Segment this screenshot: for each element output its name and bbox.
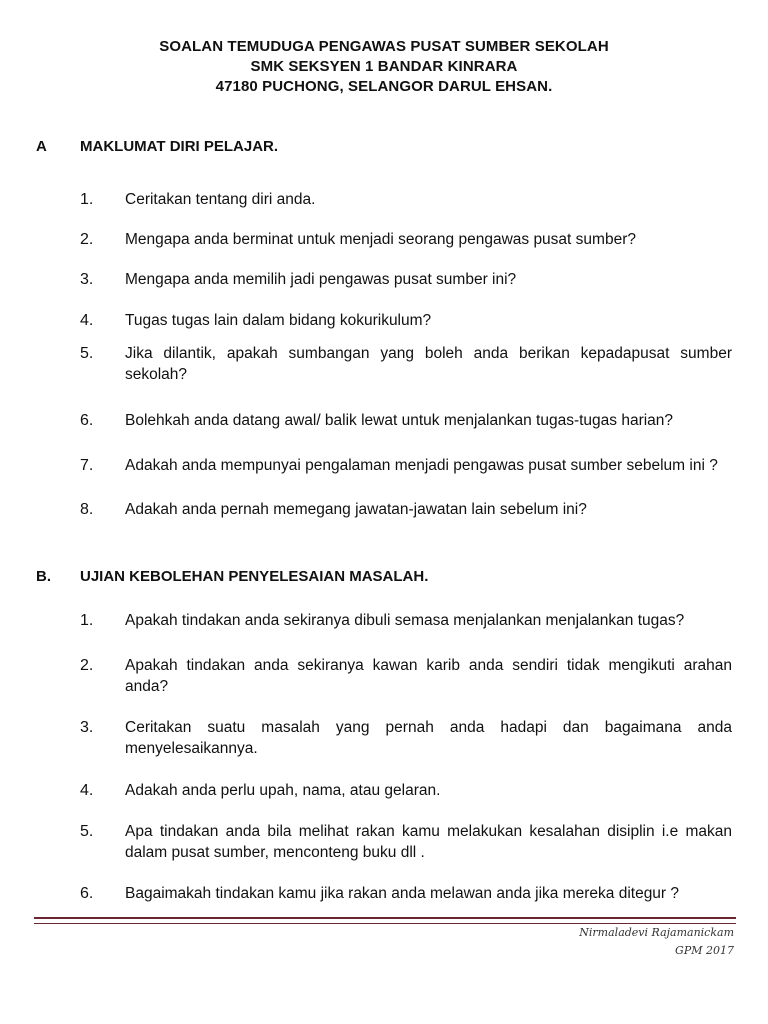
footer-author: Nirmaladevi Rajamanickam (579, 926, 734, 939)
question-number: 6. (80, 412, 94, 429)
footer-divider-thick (34, 917, 736, 919)
question-number: 1. (80, 612, 94, 629)
question-text: Ceritakan tentang diri anda. (125, 191, 316, 208)
footer-note: GPM 2017 (675, 944, 734, 957)
question-number: 3. (80, 719, 94, 736)
question-number: 6. (80, 885, 94, 902)
question-text: Bagaimakah tindakan kamu jika rakan anda melawan anda jika mereka ditegur ? (125, 885, 680, 902)
question-text: Ceritakan suatu masalah yang pernah anda hadapi dan bagaimana anda menyelesaikannya. (125, 719, 732, 757)
header-title: SOALAN TEMUDUGA PENGAWAS PUSAT SUMBER SEKOLAH (159, 38, 609, 55)
footer-divider-thin (34, 923, 736, 924)
question-text: Bolehkah anda datang awal/ balik lewat untuk menjalankan tugas-tugas harian? (125, 412, 674, 429)
question-number: 4. (80, 782, 94, 799)
question-number: 2. (80, 657, 94, 674)
question-text: Tugas tugas lain dalam bidang kokurikulum? (125, 312, 432, 329)
question-number: 2. (80, 231, 94, 248)
section-a-title: MAKLUMAT DIRI PELAJAR. (80, 138, 279, 155)
header-address: 47180 PUCHONG, SELANGOR DARUL EHSAN. (215, 78, 553, 95)
question-number: 4. (80, 312, 94, 329)
header-school: SMK SEKSYEN 1 BANDAR KINRARA (250, 58, 518, 75)
question-number: 3. (80, 271, 94, 288)
question-number: 7. (80, 457, 94, 474)
question-text: Adakah anda perlu upah, nama, atau gelaran. (125, 782, 441, 799)
question-number: 8. (80, 501, 94, 518)
document-header (0, 37, 768, 97)
section-b-title: UJIAN KEBOLEHAN PENYELESAIAN MASALAH. (80, 568, 429, 585)
question-text: Apakah tindakan anda sekiranya dibuli semasa menjalankan menjalankan tugas? (125, 612, 685, 629)
question-text: Mengapa anda berminat untuk menjadi seorang pengawas pusat sumber? (125, 231, 636, 248)
question-number: 5. (80, 345, 94, 362)
question-text: Adakah anda pernah memegang jawatan-jawatan lain sebelum ini? (125, 501, 587, 518)
question-text: Adakah anda mempunyai pengalaman menjadi pengawas pusat sumber sebelum ini ? (125, 457, 718, 474)
question-text: Jika dilantik, apakah sumbangan yang boleh anda berikan kepadapusat sumber sekolah? (125, 345, 732, 383)
section-b-letter: B. (36, 568, 51, 585)
section-a-letter: A (36, 138, 47, 155)
question-text: Mengapa anda memilih jadi pengawas pusat sumber ini? (125, 271, 517, 288)
question-text: Apa tindakan anda bila melihat rakan kamu melakukan kesalahan disiplin i.e makan dalam pusat sumber, menconteng buku dll . (125, 823, 732, 861)
question-text: Apakah tindakan anda sekiranya kawan karib anda sendiri tidak mengikuti arahan anda? (125, 657, 732, 695)
question-number: 1. (80, 191, 94, 208)
question-number: 5. (80, 823, 94, 840)
